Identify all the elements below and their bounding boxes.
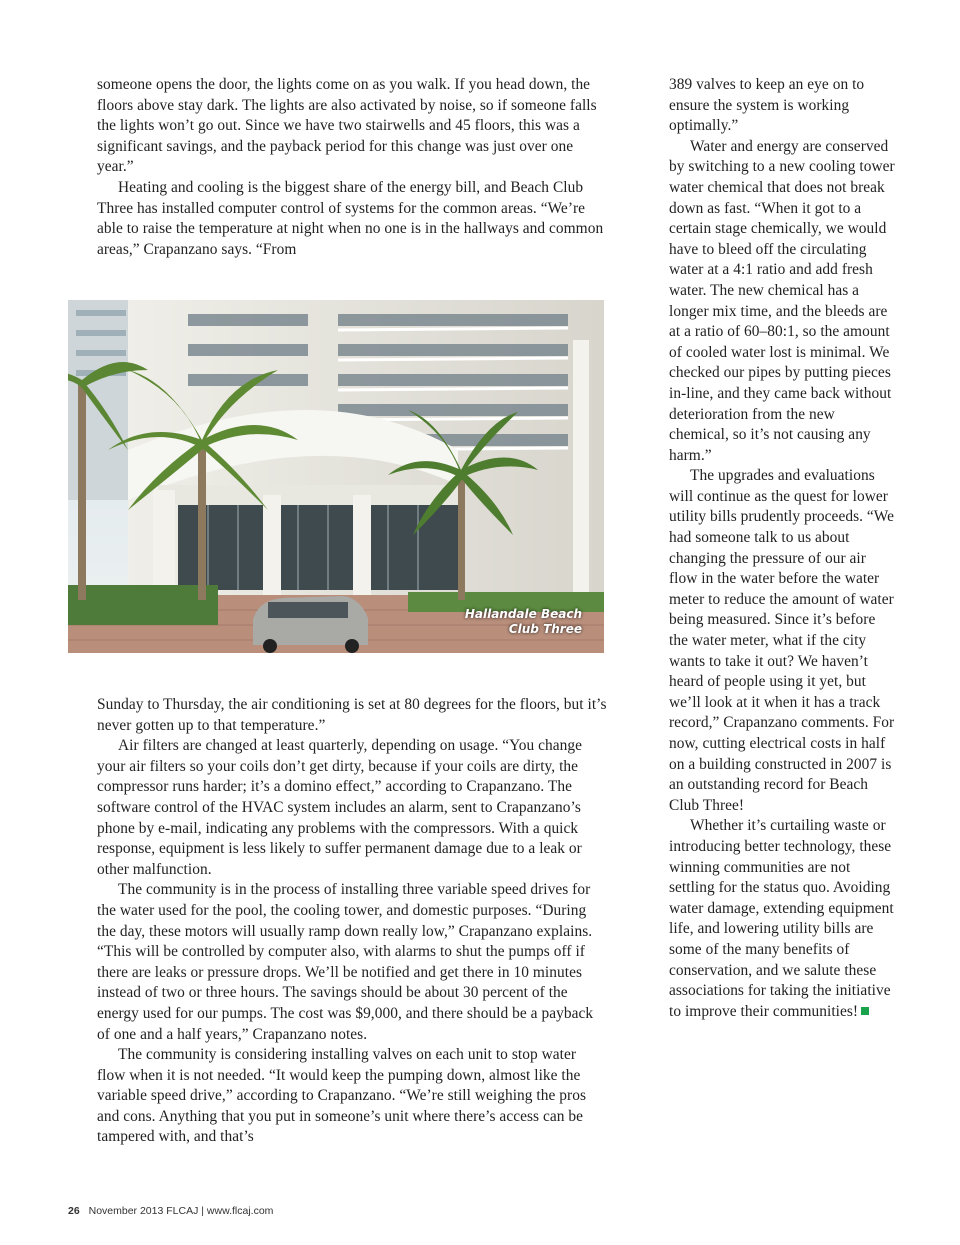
photo-caption (465, 607, 582, 637)
paragraph: Heating and cooling is the biggest share of the energy bill, and Beach Club Three has installed computer control of systems for the common areas. “We’re able to raise the temperature at night when no one is in the hallways and common areas,” Crapanzano says. “From (97, 178, 604, 258)
paragraph: The community is in the process of installing three variable speed drives for the water used for the pool, the cooling tower, and domestic purposes. “During the day, these motors will usually ramp down really low,” Crapanzano explains. “This will be controlled by computer also, with alarms to shut the pumps off if there are leaks or pressure drops. We’ll be notified and get there in 10 minutes instead of two or three hours. The savings should be about 30 percent of the energy used for our pumps. The cost was $9,000, and there should be a payback of one and a half years,” Crapanzano notes. (97, 881, 594, 1043)
paragraph: 389 valves to keep an eye on to ensure the system is working optimally.” (669, 76, 865, 135)
paragraph: Sunday to Thursday, the air conditioning is set at 80 degrees for the floors, but it’s never gotten up to that temperature.” (97, 696, 607, 734)
page-number: 26 (68, 1205, 80, 1217)
photo-illustration (68, 300, 604, 653)
paragraph: Air filters are changed at least quarterly, depending on usage. “You change your air filters so your coils don’t get dirty, because if your coils are dirty, the compressor runs harder; it’s a domino effect,” according to Crapanzano. The software control of the HVAC system includes an alarm, sent to Crapanzano’s phone by e-mail, indicating any problems with the compressors. With a quick response, equipment is less likely to suffer permanent damage due to a leak or other malfunction. (97, 737, 583, 878)
paragraph-text: Whether it’s curtailing waste or introducing better technology, these winning communities are not settling for the status quo. Avoiding water damage, extending equipment life, and lowering utility bills are some of the many benefits of conservation, and we salute these associations for taking the initiative to improve their communities! (669, 817, 894, 1020)
issue-date: November 2013 (88, 1205, 164, 1217)
paragraph: The upgrades and evaluations will continue as the quest for lower utility bills prudently proceeds. “We had someone talk to us about changing the pressure of our air flow in the water before the water meter to reduce the amount of water being measured. Since it’s before the water meter, what if the city wants to take it out? We haven’t heard of people using it yet, but we’ll look at it when it has a track record,” Crapanzano comments. For now, cutting electrical costs in half on a building constructed in 2007 is an outstanding record for Beach Club Three! (669, 467, 895, 814)
article-column-left-bottom (97, 695, 607, 1148)
article-column-right (669, 75, 897, 1022)
paragraph: The community is considering installing valves on each unit to stop water flow when it is not needed. “It would keep the pumping down, almost like the variable speed drive,” according to Crapanzano. “We’re still weighing the pros and cons. Anything that you put in someone’s unit where there’s access can be tampered with, and that’s (97, 1046, 586, 1146)
end-of-article-mark (861, 1007, 869, 1015)
paragraph: Water and energy are conserved by switching to a new cooling tower water chemical that does not break down as fast. “When it got to a certain stage chemically, we would have to bleed off the circulating water at a 4:1 ratio and add fresh water. The new chemical has a longer mix time, and the bleeds are at a ratio of 60–80:1, so the amount of cooled water lost is minimal. We checked our pipes by putting pieces in-line, and they came back without deterioration from the new chemical, so it’s not causing any harm.” (669, 137, 895, 464)
caption-line: Hallandale Beach (464, 607, 582, 621)
page-footer (68, 1205, 273, 1217)
paragraph: someone opens the door, the lights come on as you walk. If you head down, the floors above stay dark. The lights are also activated by noise, so if someone falls the lights won’t go out. Since we have two stairwells and 45 floors, this was a significant savings, and the payback period for this change was just over one year.” (97, 76, 597, 176)
caption-line: Club Three (508, 622, 582, 636)
article-column-left-top (97, 75, 607, 260)
magazine-name: FLCAJ (166, 1205, 199, 1217)
paragraph-final (669, 816, 897, 1022)
building-photo (68, 300, 604, 653)
website-link[interactable]: www.flcaj.com (206, 1205, 274, 1217)
footer-separator: | (201, 1205, 204, 1217)
